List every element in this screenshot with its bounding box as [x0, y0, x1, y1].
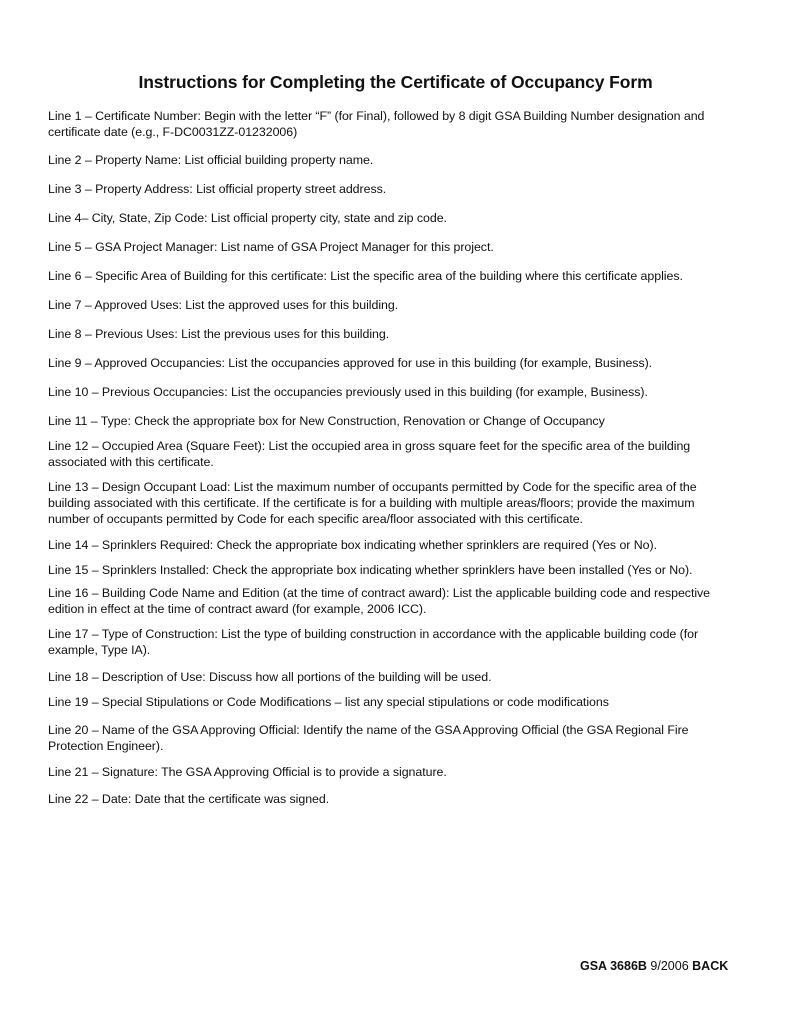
- page-title: Instructions for Completing the Certificate of Occupancy Form: [138, 72, 653, 92]
- instruction-line-11: Line 11 – Type: Check the appropriate box for New Construction, Renovation or Change of Occupancy: [48, 414, 605, 428]
- instruction-line-7: Line 7 – Approved Uses: List the approved uses for this building.: [48, 298, 399, 312]
- instruction-line-20: Line 20 – Name of the GSA Approving Official: Identify the name of the GSA Approving Official (the GSA Regional Fire Protection Engineer).: [48, 723, 689, 753]
- instruction-line-8: Line 8 – Previous Uses: List the previous uses for this building.: [48, 327, 390, 341]
- instruction-line-21: Line 21 – Signature: The GSA Approving Official is to provide a signature.: [48, 765, 447, 779]
- instructions-list: [48, 108, 728, 807]
- page-side: BACK: [692, 959, 729, 973]
- instruction-line-10: Line 10 – Previous Occupancies: List the occupancies previously used in this building (for example, Business).: [48, 385, 648, 399]
- instruction-line-12: Line 12 – Occupied Area (Square Feet): List the occupied area in gross square feet for the specific area of the building associated with this certificate.: [48, 439, 691, 469]
- instruction-line-15: Line 15 – Sprinklers Installed: Check the appropriate box indicating whether sprinklers have been installed (Yes or No).: [48, 563, 693, 577]
- form-number: GSA 3686B: [580, 959, 647, 973]
- instruction-line-22: Line 22 – Date: Date that the certificate was signed.: [48, 792, 330, 806]
- form-footer: [580, 959, 728, 973]
- instruction-line-1: Line 1 – Certificate Number: Begin with the letter “F” (for Final), followed by 8 digit GSA Building Number designation and certificate date (e.g., F-DC0031ZZ-01232006): [48, 109, 705, 139]
- instruction-line-17: Line 17 – Type of Construction: List the type of building construction in accordance with the applicable building code (for example, Type IA).: [48, 627, 699, 657]
- instruction-line-4: Line 4– City, State, Zip Code: List official property city, state and zip code.: [48, 211, 447, 225]
- instruction-line-5: Line 5 – GSA Project Manager: List name of GSA Project Manager for this project.: [48, 240, 494, 254]
- instruction-line-16: Line 16 – Building Code Name and Edition (at the time of contract award): List the applicable building code and respective edition in effect at the time of contract award (for example, 2006 ICC).: [48, 586, 711, 616]
- form-revision: 9/2006: [650, 959, 689, 973]
- instruction-line-13: Line 13 – Design Occupant Load: List the maximum number of occupants permitted by Code for the specific area of the building associated with this certificate. If the certificate is for a building with multiple areas/floors; provide the maximum number of occupants permitted by Code for each specific area/floor associated with this certificate.: [48, 480, 697, 526]
- instruction-line-19: Line 19 – Special Stipulations or Code Modifications – list any special stipulations or code modifications: [48, 695, 609, 709]
- instruction-line-9: Line 9 – Approved Occupancies: List the occupancies approved for use in this building (for example, Business).: [48, 356, 653, 370]
- instruction-line-6: Line 6 – Specific Area of Building for this certificate: List the specific area of the building where this certificate applies.: [48, 269, 683, 283]
- instruction-line-3: Line 3 – Property Address: List official property street address.: [48, 182, 387, 196]
- instruction-line-2: Line 2 – Property Name: List official building property name.: [48, 153, 374, 167]
- instruction-line-18: Line 18 – Description of Use: Discuss how all portions of the building will be used.: [48, 670, 492, 684]
- instruction-line-14: Line 14 – Sprinklers Required: Check the appropriate box indicating whether sprinklers are required (Yes or No).: [48, 538, 657, 552]
